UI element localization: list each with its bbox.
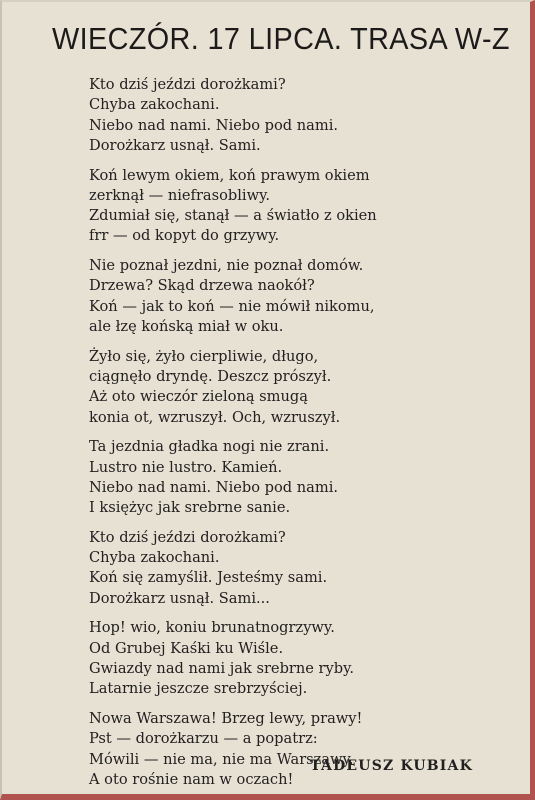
- poem-line: frr — od kopyt do grzywy.: [89, 227, 280, 245]
- poem-line: Dorożkarz usnął. Sami...: [89, 589, 270, 607]
- poem-line: Koń lewym okiem, koń prawym okiem: [89, 166, 370, 184]
- poem-line: Chyba zakochani.: [89, 549, 220, 567]
- poem-line: Latarnie jeszcze srebrzyściej.: [89, 680, 308, 698]
- stanza-6: [89, 528, 489, 609]
- poem-line: Aż oto wieczór zieloną smugą: [89, 388, 308, 406]
- poem-line: zerknął — niefrasobliwy.: [89, 186, 271, 204]
- stanza-3: [89, 256, 489, 337]
- poem-line: Kto dziś jeździ dorożkami?: [89, 528, 286, 546]
- poem-line: konia ot, wzruszył. Och, wzruszył.: [89, 408, 341, 426]
- poem-line: ale łzę końską miał w oku.: [89, 318, 284, 336]
- poem-line: Niebo nad nami. Niebo pod nami.: [89, 478, 338, 496]
- poem-line: Od Grubej Kaśki ku Wiśle.: [89, 639, 284, 657]
- poem-line: Koń — jak to koń — nie mówił nikomu,: [89, 297, 375, 315]
- stanza-2: [89, 166, 489, 247]
- poem-line: Drzewa? Skąd drzewa naokół?: [89, 277, 315, 295]
- poem-line: ciągnęło dryndę. Deszcz prószył.: [89, 368, 332, 386]
- stanza-8: [89, 709, 489, 790]
- author-signature: TADEUSZ KUBIAK: [310, 758, 473, 774]
- poem-line: Kto dziś jeździ dorożkami?: [89, 76, 286, 93]
- poem-line: Niebo nad nami. Niebo pod nami.: [89, 116, 338, 134]
- poem-title: WIECZÓR. 17 LIPCA. TRASA W-Z: [52, 21, 510, 56]
- stanza-1: [89, 75, 489, 156]
- poem-line: Żyło się, żyło cierpliwie, długo,: [89, 347, 319, 365]
- stanza-7: [89, 618, 489, 699]
- poem-line: Ta jezdnia gładka nogi nie zrani.: [89, 438, 330, 456]
- poem-line: Nowa Warszawa! Brzeg lewy, prawy!: [89, 710, 363, 728]
- poem-line: Dorożkarz usnął. Sami.: [89, 136, 261, 154]
- poem-line: Koń się zamyślił. Jesteśmy sami.: [89, 569, 328, 587]
- poem-line: I księżyc jak srebrne sanie.: [89, 499, 291, 517]
- poem-line: Zdumiał się, stanął — a światło z okien: [89, 207, 377, 225]
- stanza-5: [89, 437, 489, 518]
- poem-line: A oto rośnie nam w oczach!: [89, 770, 294, 788]
- stanza-4: [89, 347, 489, 428]
- poem-line: Nie poznał jezdni, nie poznał domów.: [89, 257, 364, 275]
- poem-line: Chyba zakochani.: [89, 96, 220, 114]
- poem-line: Lustro nie lustro. Kamień.: [89, 458, 283, 476]
- poem-line: Gwiazdy nad nami jak srebrne ryby.: [89, 660, 355, 678]
- poem-line: Mówili — nie ma, nie ma Warszawy.: [89, 750, 354, 768]
- poem-body: [89, 75, 489, 800]
- poem-line: Pst — dorożkarzu — a popatrz:: [89, 730, 318, 748]
- poem-line: Hop! wio, koniu brunatnogrzywy.: [89, 619, 335, 637]
